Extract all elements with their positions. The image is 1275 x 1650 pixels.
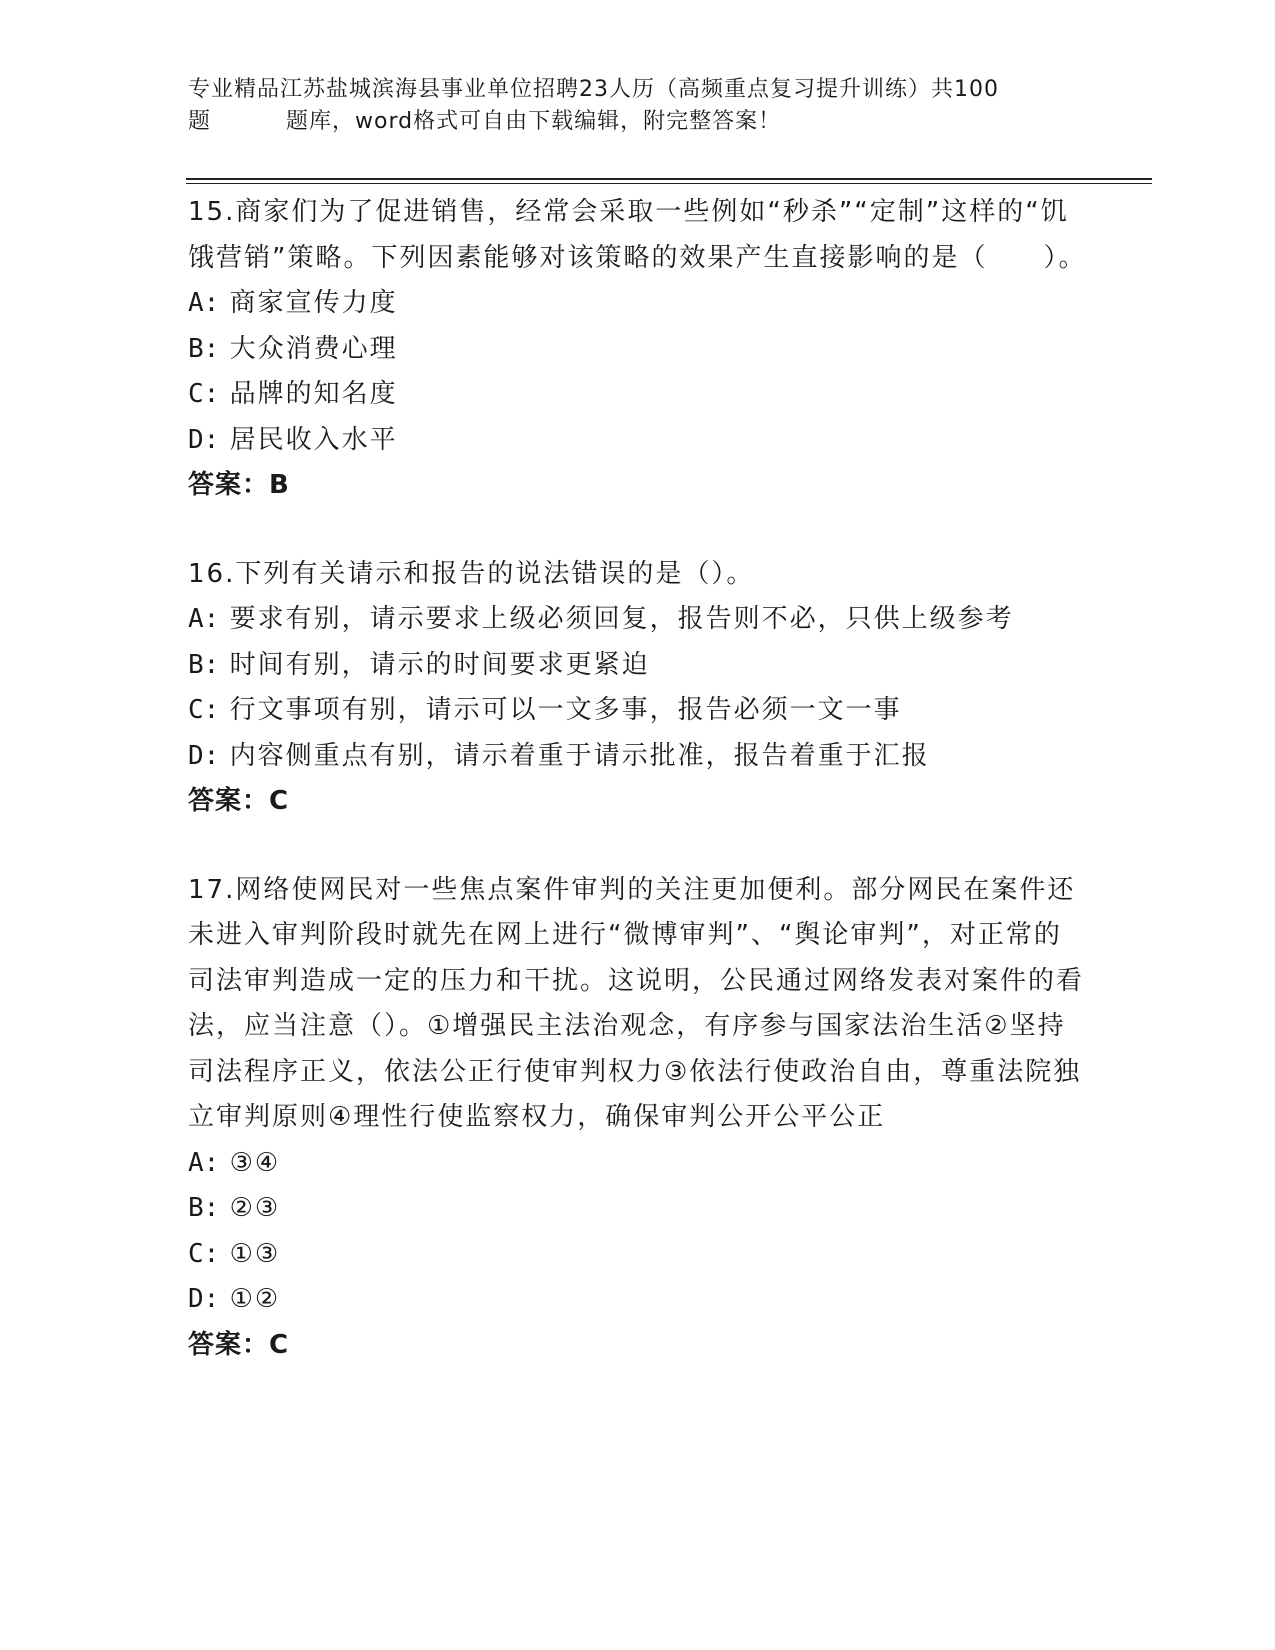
question-item	[188, 190, 1088, 509]
option-a	[188, 597, 1088, 643]
option-text: ①③	[229, 1238, 281, 1269]
header-title-line2	[188, 106, 1088, 138]
option-letter: A:	[188, 604, 220, 634]
option-text: 内容侧重点有别，请示着重于请示批准，报告着重于汇报	[229, 740, 930, 771]
question-text: 15.商家们为了促进销售，经常会采取一些例如“秒杀”“定制”这样的“饥饿营销”策略。下列因素能够对该策略的效果产生直接影响的是（ ）。	[188, 197, 1087, 273]
option-letter: A:	[188, 1147, 220, 1178]
answer-label: 答案：C	[188, 786, 290, 816]
question-text: 17.网络使网民对一些焦点案件审判的关注更加便利。部分网民在案件还未进入审判阶段时就先在网上进行“微博审判”、“舆论审判”，对正常的司法审判造成一定的压力和干扰。这说明，公民通过网络发表对案件的看法，应当注意（）。①增强民主法治观念，有序参与国家法治生活②坚持司法程序正义，依法公正行使审判权力③依法行使政治自由，尊重法院独立审判原则④理性行使监察权力，确保审判公开公平公正	[188, 874, 1085, 1132]
header-title-line1: 专业精品江苏盐城滨海县事业单位招聘23人历（高频重点复习提升训练）共100	[188, 77, 999, 102]
question-spacer	[188, 509, 1088, 552]
answer-label: 答案：C	[188, 1329, 290, 1360]
option-letter: C:	[188, 1238, 220, 1269]
header-title-line2-right: 题库，word格式可自由下载编辑，附完整答案！	[286, 109, 782, 134]
option-text: 商家宣传力度	[229, 288, 398, 318]
option-letter: B:	[188, 649, 220, 680]
question-item	[188, 868, 1088, 1369]
option-text: 品牌的知名度	[229, 379, 398, 409]
option-d	[188, 418, 1088, 464]
option-text: ②③	[229, 1193, 281, 1223]
option-b	[188, 643, 1088, 689]
option-letter: B:	[188, 333, 220, 364]
option-c	[188, 1232, 1088, 1278]
option-text: 大众消费心理	[229, 333, 398, 364]
option-a	[188, 281, 1088, 327]
option-b	[188, 1186, 1088, 1232]
answer-label: 答案：B	[188, 470, 290, 500]
option-letter: D:	[188, 740, 220, 771]
header-divider-thick	[186, 178, 1152, 180]
option-letter: A:	[188, 288, 220, 318]
question-text: 16.下列有关请示和报告的说法错误的是（）。	[188, 558, 755, 589]
option-letter: D:	[188, 1284, 220, 1314]
option-b	[188, 327, 1088, 373]
option-letter: B:	[188, 1193, 220, 1223]
option-text: ①②	[229, 1284, 281, 1314]
option-text: 行文事项有别，请示可以一文多事，报告必须一文一事	[229, 695, 902, 725]
option-d	[188, 1277, 1088, 1323]
question-spacer	[188, 825, 1088, 868]
option-text: ③④	[229, 1147, 281, 1178]
option-text: 居民收入水平	[229, 424, 398, 455]
option-letter: C:	[188, 379, 220, 409]
option-text: 时间有别，请示的时间要求更紧迫	[229, 649, 650, 680]
option-c	[188, 688, 1088, 734]
question-list	[188, 190, 1088, 1368]
option-text: 要求有别，请示要求上级必须回复，报告则不必，只供上级参考	[229, 604, 1014, 634]
option-c	[188, 372, 1088, 418]
header-title-line2-left: 题	[188, 109, 212, 134]
option-d	[188, 734, 1088, 780]
option-letter: D:	[188, 424, 220, 455]
header-divider-thin	[186, 183, 1152, 184]
document-header	[188, 74, 1088, 138]
option-letter: C:	[188, 695, 220, 725]
option-a	[188, 1141, 1088, 1187]
question-item	[188, 552, 1088, 825]
